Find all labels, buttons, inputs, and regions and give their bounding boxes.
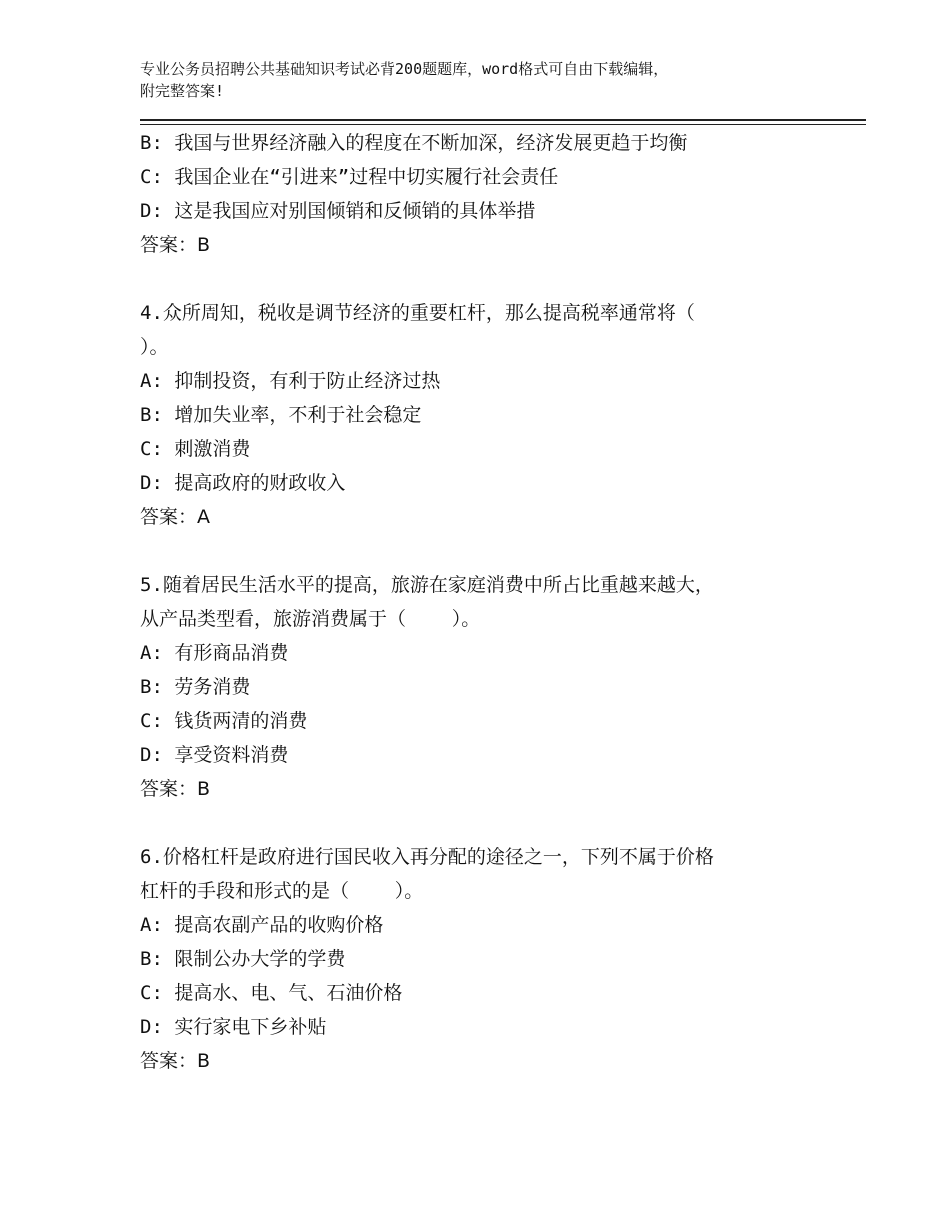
document-header: [140, 58, 820, 102]
header-rule-thick: [140, 119, 866, 121]
answer-line: 答案：B: [140, 778, 211, 800]
answer-line: 答案：B: [140, 1050, 211, 1072]
question-stem: 杠杆的手段和形式的是（ ）。: [140, 880, 424, 902]
option-d: D: 提高政府的财政收入: [140, 472, 346, 494]
question-stem: 4.众所周知，税收是调节经济的重要杠杆，那么提高税率通常将（: [140, 302, 695, 324]
option-c: C: 刺激消费: [140, 438, 251, 460]
option-c: C: 我国企业在“引进来”过程中切实履行社会责任: [140, 166, 559, 188]
question-stem: 6.价格杠杆是政府进行国民收入再分配的途径之一，下列不属于价格: [140, 846, 714, 868]
option-d: D: 这是我国应对别国倾销和反倾销的具体举措: [140, 200, 536, 222]
option-d: D: 实行家电下乡补贴: [140, 1016, 327, 1038]
option-b: B: 增加失业率，不利于社会稳定: [140, 404, 422, 426]
header-line-2: 附完整答案!: [140, 82, 225, 100]
option-d: D: 享受资料消费: [140, 744, 289, 766]
option-b: B: 我国与世界经济融入的程度在不断加深，经济发展更趋于均衡: [140, 132, 688, 154]
spacer: [140, 534, 840, 568]
question-5: [140, 568, 840, 806]
answer-line: 答案：B: [140, 234, 211, 256]
option-a: A: 抑制投资，有利于防止经济过热: [140, 370, 441, 392]
option-c: C: 钱货两清的消费: [140, 710, 308, 732]
question-stem: 5.随着居民生活水平的提高，旅游在家庭消费中所占比重越来越大，: [140, 574, 714, 596]
question-stem: ）。: [140, 336, 169, 358]
option-b: B: 劳务消费: [140, 676, 251, 698]
header-rule-thin: [140, 124, 866, 125]
option-a: A: 有形商品消费: [140, 642, 289, 664]
question-content: [140, 126, 840, 1078]
question-6: [140, 840, 840, 1078]
question-4: [140, 296, 840, 534]
continued-question: [140, 126, 840, 262]
answer-line: 答案：A: [140, 506, 210, 528]
header-line-1: 专业公务员招聘公共基础知识考试必背200题题库，word格式可自由下载编辑，: [140, 60, 669, 78]
option-c: C: 提高水、电、气、石油价格: [140, 982, 403, 1004]
spacer: [140, 262, 840, 296]
spacer: [140, 806, 840, 840]
option-a: A: 提高农副产品的收购价格: [140, 914, 384, 936]
question-stem: 从产品类型看，旅游消费属于（ ）。: [140, 608, 481, 630]
option-b: B: 限制公办大学的学费: [140, 948, 346, 970]
